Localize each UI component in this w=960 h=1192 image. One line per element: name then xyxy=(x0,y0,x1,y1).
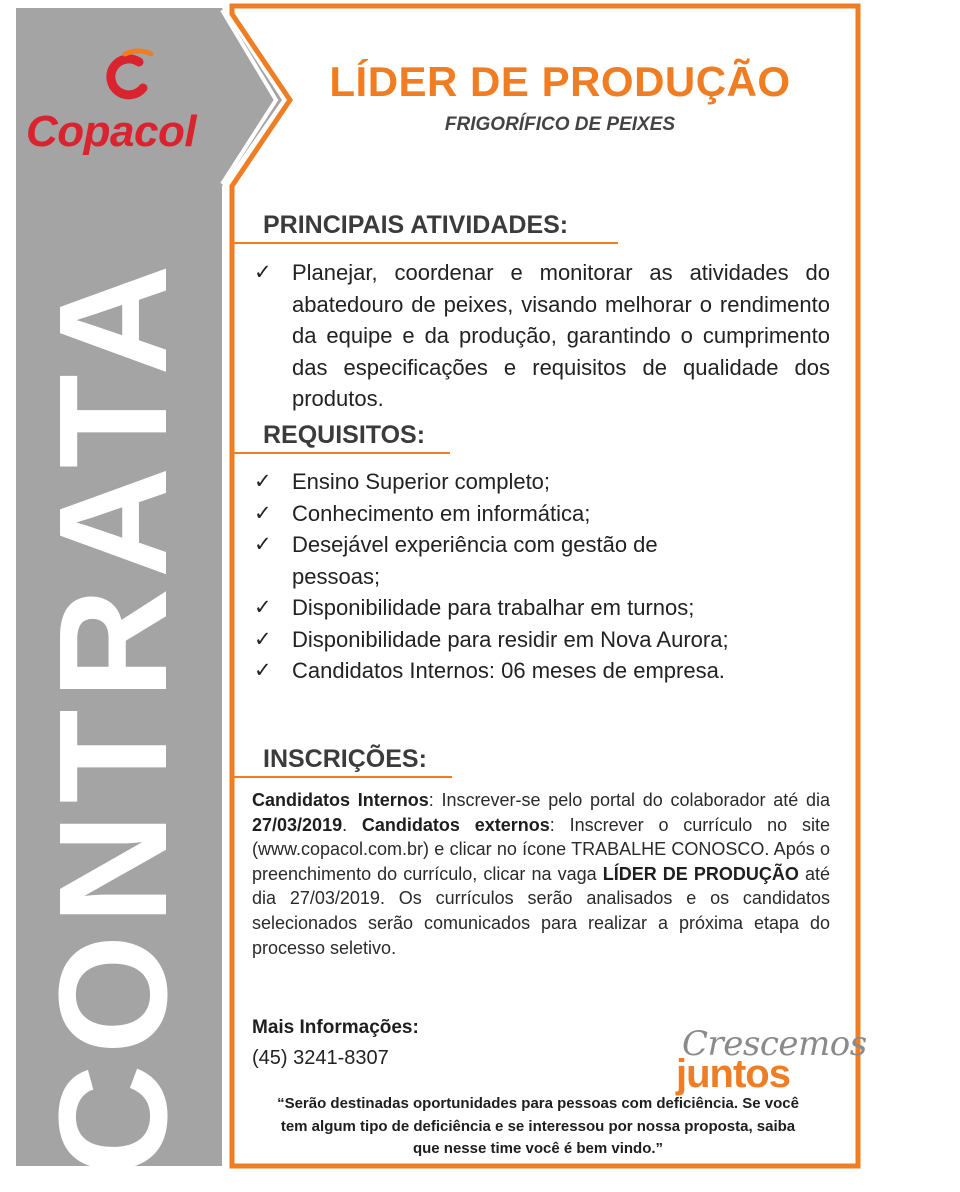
list-item: ✓ Candidatos Internos: 06 meses de empresa. xyxy=(252,655,830,687)
list-item: ✓ Disponibilidade para residir em Nova Aurora; xyxy=(252,624,830,656)
more-info-label: Mais Informações: xyxy=(252,1017,419,1038)
check-icon: ✓ xyxy=(254,533,272,556)
list-item: ✓ Ensino Superior completo; xyxy=(252,466,830,498)
footer-quote: “Serão destinadas oportunidades para pessoas com deficiência. Se você tem algum tipo de deficiência e se interessou por nossa proposta, saiba que nesse time você é bem vindo.” xyxy=(277,1095,799,1157)
slogan-bold: juntos xyxy=(676,1052,790,1096)
check-icon: ✓ xyxy=(254,501,272,525)
check-icon: ✓ xyxy=(254,470,272,493)
activities-list xyxy=(252,257,830,415)
check-icon: ✓ xyxy=(254,261,272,284)
contrata-banner: CONTRATA xyxy=(27,254,199,1176)
requirements-heading: REQUISITOS: xyxy=(263,421,426,449)
requirements-underline xyxy=(232,452,450,454)
activities-underline xyxy=(232,242,618,244)
copacol-logo-text: Copacol xyxy=(26,107,197,156)
list-item: ✓ Disponibilidade para trabalhar em turnos; xyxy=(252,592,830,624)
requirements-list xyxy=(252,466,830,687)
contact-phone: (45) 3241-8307 xyxy=(252,1047,389,1069)
registration-underline xyxy=(232,776,452,778)
check-icon: ✓ xyxy=(254,659,272,682)
slogan-script: Crescemos xyxy=(682,1024,867,1064)
list-item: ✓ Conhecimento em informática; xyxy=(252,498,830,530)
check-icon: ✓ xyxy=(254,596,272,619)
list-item: ✓ Desejável experiência com gestão de pessoas; xyxy=(252,529,712,592)
list-item: ✓ Planejar, coordenar e monitorar as atividades do abatedouro de peixes, visando melhorar o rendimento da equipe e da produção, garantindo o cumprimento das especificações e requisitos de qualidade dos produtos. xyxy=(252,257,830,415)
copacol-logo-icon xyxy=(95,48,155,108)
registration-text: Candidatos Internos: Inscrever-se pelo portal do colaborador até dia 27/03/2019. Candidatos externos: Inscrever o currículo no site (www.copacol.com.br) e clicar no ícone TRABALHE CONOSCO. Após o preenchimento do currículo, clicar na vaga LÍDER DE PRODUÇÃO até dia 27/03/2019. Os currículos serão analisados e os candidatos selecionados serão comunicados para realizar a próxima etapa do processo seletivo. xyxy=(252,790,831,958)
job-title: LÍDER DE PRODUÇÃO xyxy=(329,58,791,105)
check-icon: ✓ xyxy=(254,627,272,651)
registration-heading: INSCRIÇÕES: xyxy=(263,745,427,773)
job-subtitle: FRIGORÍFICO DE PEIXES xyxy=(444,114,676,135)
activities-heading: PRINCIPAIS ATIVIDADES: xyxy=(263,211,569,239)
